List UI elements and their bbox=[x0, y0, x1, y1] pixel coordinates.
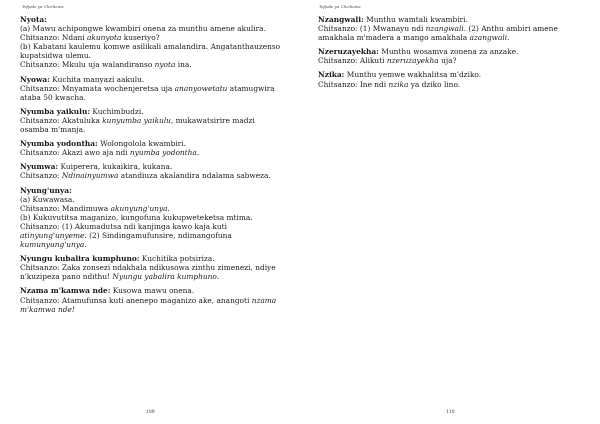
entry-line: Chitsanzo: Akatuluka kunyumba yaikulu, mukawatsirire madzi osamba m'manja. bbox=[20, 115, 255, 135]
example-term: Nyungu yabalira kumphuno bbox=[112, 272, 217, 282]
definition: Kusowa mawu onena. bbox=[110, 286, 195, 296]
page-number: 110 bbox=[446, 410, 455, 415]
definition: Kuchitika potsiriza. bbox=[139, 254, 215, 264]
dictionary-entry bbox=[20, 186, 282, 250]
entry-line: (b) Kabatani kaulemu komwe asilikali amalandira. Angatanthauzenso kupatsidwa ulemu. bbox=[20, 42, 281, 61]
definition: Munthu wosamva zonena za anzake. bbox=[378, 47, 519, 57]
headword: Nyota: bbox=[20, 15, 47, 24]
dictionary-entry bbox=[318, 70, 580, 88]
entry-headline bbox=[318, 70, 580, 79]
example-term: kunyumba yaikulu bbox=[102, 115, 171, 125]
example-term: atinyung'unyeme bbox=[20, 230, 85, 240]
entry-line: Chitsanzo: Atamufunsa kuti anenepo maganizo ake, anangoti nzama m'kamwa nde! bbox=[20, 295, 277, 314]
example-term: akunyota bbox=[86, 33, 122, 43]
dictionary-entry bbox=[20, 107, 282, 134]
entry-line: Chitsanzo: Mandimuwa akunyung'unya. bbox=[20, 203, 170, 213]
entry-line: Chitsanzo: Akazi awo aja ndi nyumba yodontha. bbox=[20, 148, 200, 158]
headword: Nyumba yodontha: bbox=[20, 139, 98, 149]
example-term: nyumba yodontha bbox=[129, 148, 197, 158]
headword: Nyung'unya: bbox=[20, 185, 72, 195]
dictionary-entry bbox=[20, 139, 282, 157]
headword: Nyumba yaikulu: bbox=[20, 106, 91, 116]
example-term: nzika bbox=[388, 79, 409, 89]
example-term: nzangwali bbox=[425, 24, 464, 34]
entry-line: Chitsanzo: Ndinainyumwa atandiuza akalandira ndalama sabweza. bbox=[20, 171, 271, 181]
dictionary-entry bbox=[318, 47, 580, 65]
definition: Kuiperera, kukaikira, kukana. bbox=[58, 162, 173, 172]
dictionary-entry bbox=[20, 254, 282, 281]
entry-headline bbox=[20, 162, 282, 171]
entry-headline bbox=[318, 15, 580, 24]
example-term: nzeruzayekha bbox=[386, 56, 439, 66]
headword: Nzangwali: bbox=[318, 15, 364, 24]
example-term: kumunyung'unya bbox=[20, 240, 85, 250]
definition: Munthu yemwe wakhalitsa m'dziko. bbox=[344, 70, 482, 80]
entry-line: Chitsanzo: Alikuti nzeruzayekha uja? bbox=[318, 56, 457, 66]
definition: Kuchita manyazi aakulu. bbox=[49, 74, 145, 84]
entry-line: (b) Kukuvutitsa maganizo, kungofuna kukupweteketsa mtima. bbox=[20, 212, 253, 222]
running-head: Tsfpale ya Chichewa bbox=[319, 4, 361, 9]
headword: Nzama m'kamwa nde: bbox=[20, 286, 111, 296]
dictionary-entry bbox=[20, 162, 282, 180]
headword: Nyungu kubalira kumphuno: bbox=[20, 254, 140, 264]
example-term: akunyung'unya bbox=[110, 203, 168, 213]
entry-line: Chitsanzo: Ndani akunyota kuseriyo? bbox=[20, 33, 160, 43]
entry-headline bbox=[20, 75, 282, 84]
headword: Nyowa: bbox=[20, 74, 50, 84]
entry-headline bbox=[20, 107, 282, 116]
example-term: azangwali bbox=[469, 33, 508, 43]
entry-line: (a) Mawu achipongwe kwambiri onena za munthu amene akulira. bbox=[20, 24, 266, 34]
entry-line: Chitsanzo: (1) Akumadutsa ndi kanjinga kawo kaja kuti atinyung'unyeme. (2) Sindingamufunsire, ndimangofuna kumunyung'unya. bbox=[20, 221, 232, 250]
dictionary-entry bbox=[20, 286, 282, 313]
running-head: Tsfpale ya Chichewa bbox=[22, 4, 64, 9]
headword: Nzeruzayekha: bbox=[318, 47, 379, 57]
dictionary-entry bbox=[318, 15, 580, 42]
definition: Munthu wamtali kwambiri. bbox=[363, 15, 468, 24]
definition: Kuchimbudzi. bbox=[90, 106, 144, 116]
entry-headline bbox=[20, 15, 282, 24]
headword: Nyumwa: bbox=[20, 162, 59, 172]
entry-headline bbox=[20, 254, 282, 263]
entry-headline bbox=[20, 186, 282, 195]
entry-line: (a) Kuwawasa. bbox=[20, 194, 75, 204]
example-term: Ndinainyumwa bbox=[61, 171, 119, 181]
dictionary-entry bbox=[20, 15, 282, 70]
right-page bbox=[300, 0, 600, 424]
example-term: ananyowetatu bbox=[174, 83, 228, 93]
entry-headline bbox=[20, 139, 282, 148]
dictionary-column bbox=[20, 15, 282, 319]
entry-line: Chitsanzo: Mnyamata wochenjeretsa uja ananyowetatu atamugwira ataba 50 kwacha. bbox=[20, 83, 275, 102]
entry-headline bbox=[20, 286, 282, 295]
entry-line: Chitsanzo: (1) Mwanayu ndi nzangwali. (2) Anthu ambiri amene amakhala m'madera a mango amakhala azangwali. bbox=[318, 24, 558, 43]
dictionary-column bbox=[318, 15, 580, 94]
headword: Nzika: bbox=[318, 70, 345, 80]
entry-line: Chitsanzo: Ine ndi nzika ya dziko lino. bbox=[318, 79, 461, 89]
example-term: nzama m'kamwa nde! bbox=[20, 295, 277, 314]
dictionary-entry bbox=[20, 75, 282, 102]
entry-headline bbox=[318, 47, 580, 56]
entry-line: Chitsanzo: Mkulu uja walandiranso nyota ina. bbox=[20, 60, 192, 70]
example-term: nyota bbox=[154, 60, 176, 70]
page-number: 109 bbox=[146, 410, 155, 415]
definition: Wolongolola kwambiri. bbox=[97, 139, 186, 149]
entry-line: Chitsanzo: Zaka zonsezi ndakhala ndikusowa zinthu zimenezi, ndiye n'kuzipeza pano ndithu! Nyungu yabalira kumphuno. bbox=[20, 263, 276, 282]
